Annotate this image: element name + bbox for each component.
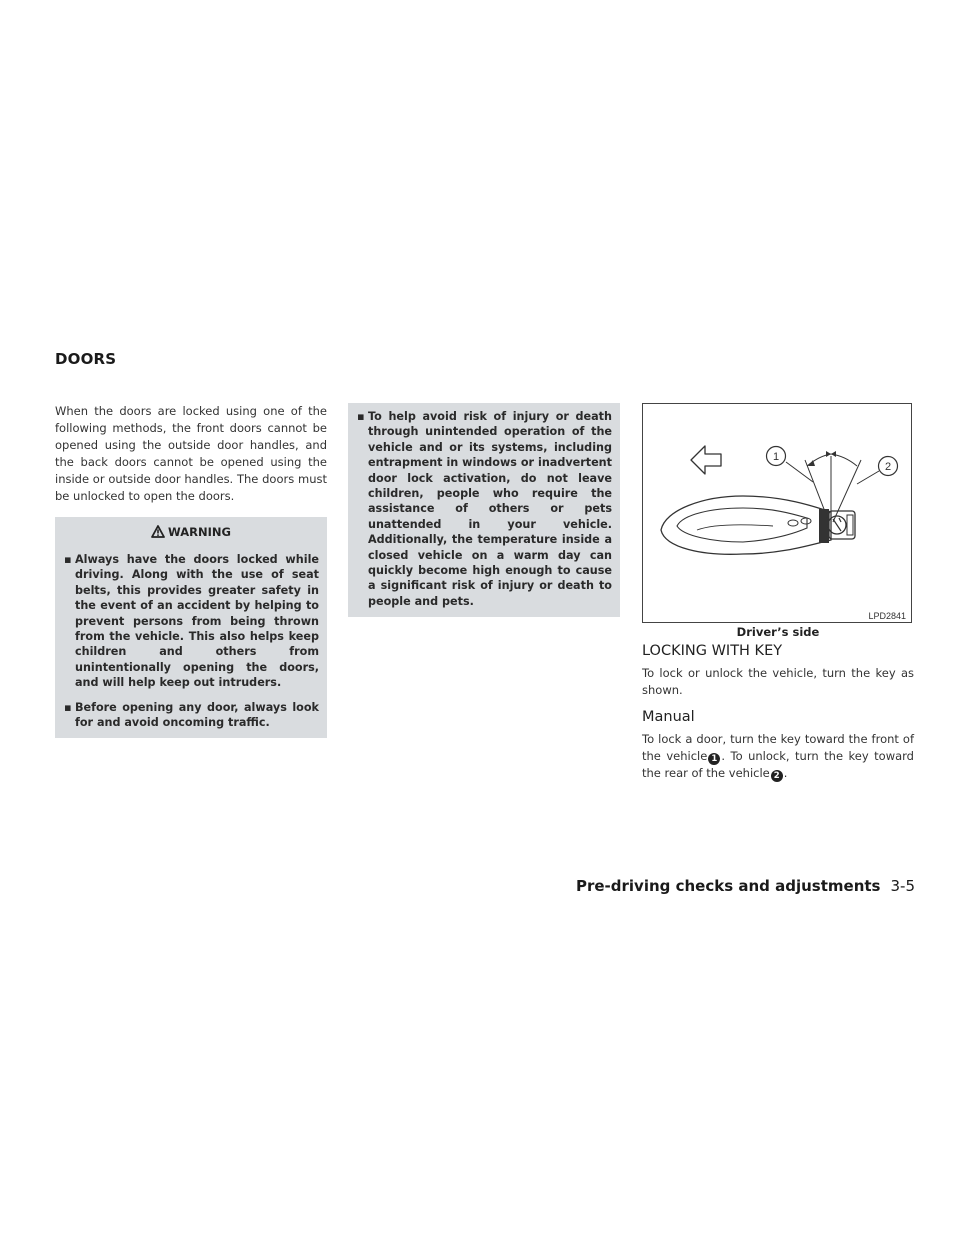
warning-list-left — [63, 552, 319, 730]
page-footer — [576, 877, 915, 895]
door-handle-illustration — [643, 404, 913, 624]
door-key-figure — [642, 403, 912, 623]
manual-text-part-1: To lock a door, turn the key toward the front of the vehicle — [642, 732, 914, 763]
warning-box — [55, 517, 327, 738]
locking-text: To lock or unlock the vehicle, turn the key as shown. — [642, 666, 914, 697]
marker-2: 2 — [771, 770, 783, 782]
manual-heading: Manual — [642, 709, 695, 725]
warning-heading — [63, 523, 319, 543]
front-direction-arrow — [691, 446, 721, 474]
figure-code: LPD2841 — [868, 611, 906, 621]
callout-2 — [879, 457, 898, 476]
warning-list-right — [356, 409, 612, 609]
right-column — [642, 403, 914, 782]
warning-item: ▪ To help avoid risk of injury or death through unintended operation of the vehicle and or its systems, including entrapment in windows or inadvertent door lock activation, do not leave children, people who require the assistance of others or pets unattended in your vehicle. Additionally, the temperature inside a closed vehicle on a warm day can quickly become high enough to cause a significant risk of injury or death to people and pets. — [356, 409, 612, 609]
section-title: DOORS — [55, 350, 117, 368]
warning-item: ▪ Before opening any door, always look for and avoid oncoming traffic. — [63, 700, 319, 731]
marker-1: 1 — [708, 753, 720, 765]
manual-text — [642, 731, 914, 782]
figure-caption: Driver’s side — [736, 625, 820, 639]
svg-text:1: 1 — [772, 451, 780, 463]
warning-title: WARNING — [168, 525, 231, 539]
page-number: 3-5 — [890, 877, 915, 895]
warning-box-continued — [348, 403, 620, 617]
manual-text-part-2: . To unlock, turn the key toward the rear of the vehicle — [642, 749, 914, 780]
intro-paragraph: When the doors are locked using one of the following methods, the front doors cannot be opened using the outside door handles, and the back doors cannot be opened using the inside or outside door handles. The doors must be unlocked to open the doors. — [55, 404, 327, 503]
manual-text-part-3: . — [783, 766, 788, 780]
locking-with-key-heading: LOCKING WITH KEY — [642, 643, 783, 659]
warning-item: ▪ Always have the doors locked while driving. Along with the use of seat belts, this provides greater safety in the event of an accident by helping to prevent persons from being thrown from the vehicle. This also helps keep children and others from unintentionally opening the doors, and will help keep out intruders. — [63, 552, 319, 691]
left-column — [55, 403, 327, 738]
callout-1 — [767, 447, 786, 466]
svg-text:2: 2 — [884, 461, 892, 473]
footer-chapter-title: Pre-driving checks and adjustments — [575, 877, 881, 895]
middle-column — [348, 403, 620, 617]
warning-triangle-icon — [151, 525, 165, 543]
